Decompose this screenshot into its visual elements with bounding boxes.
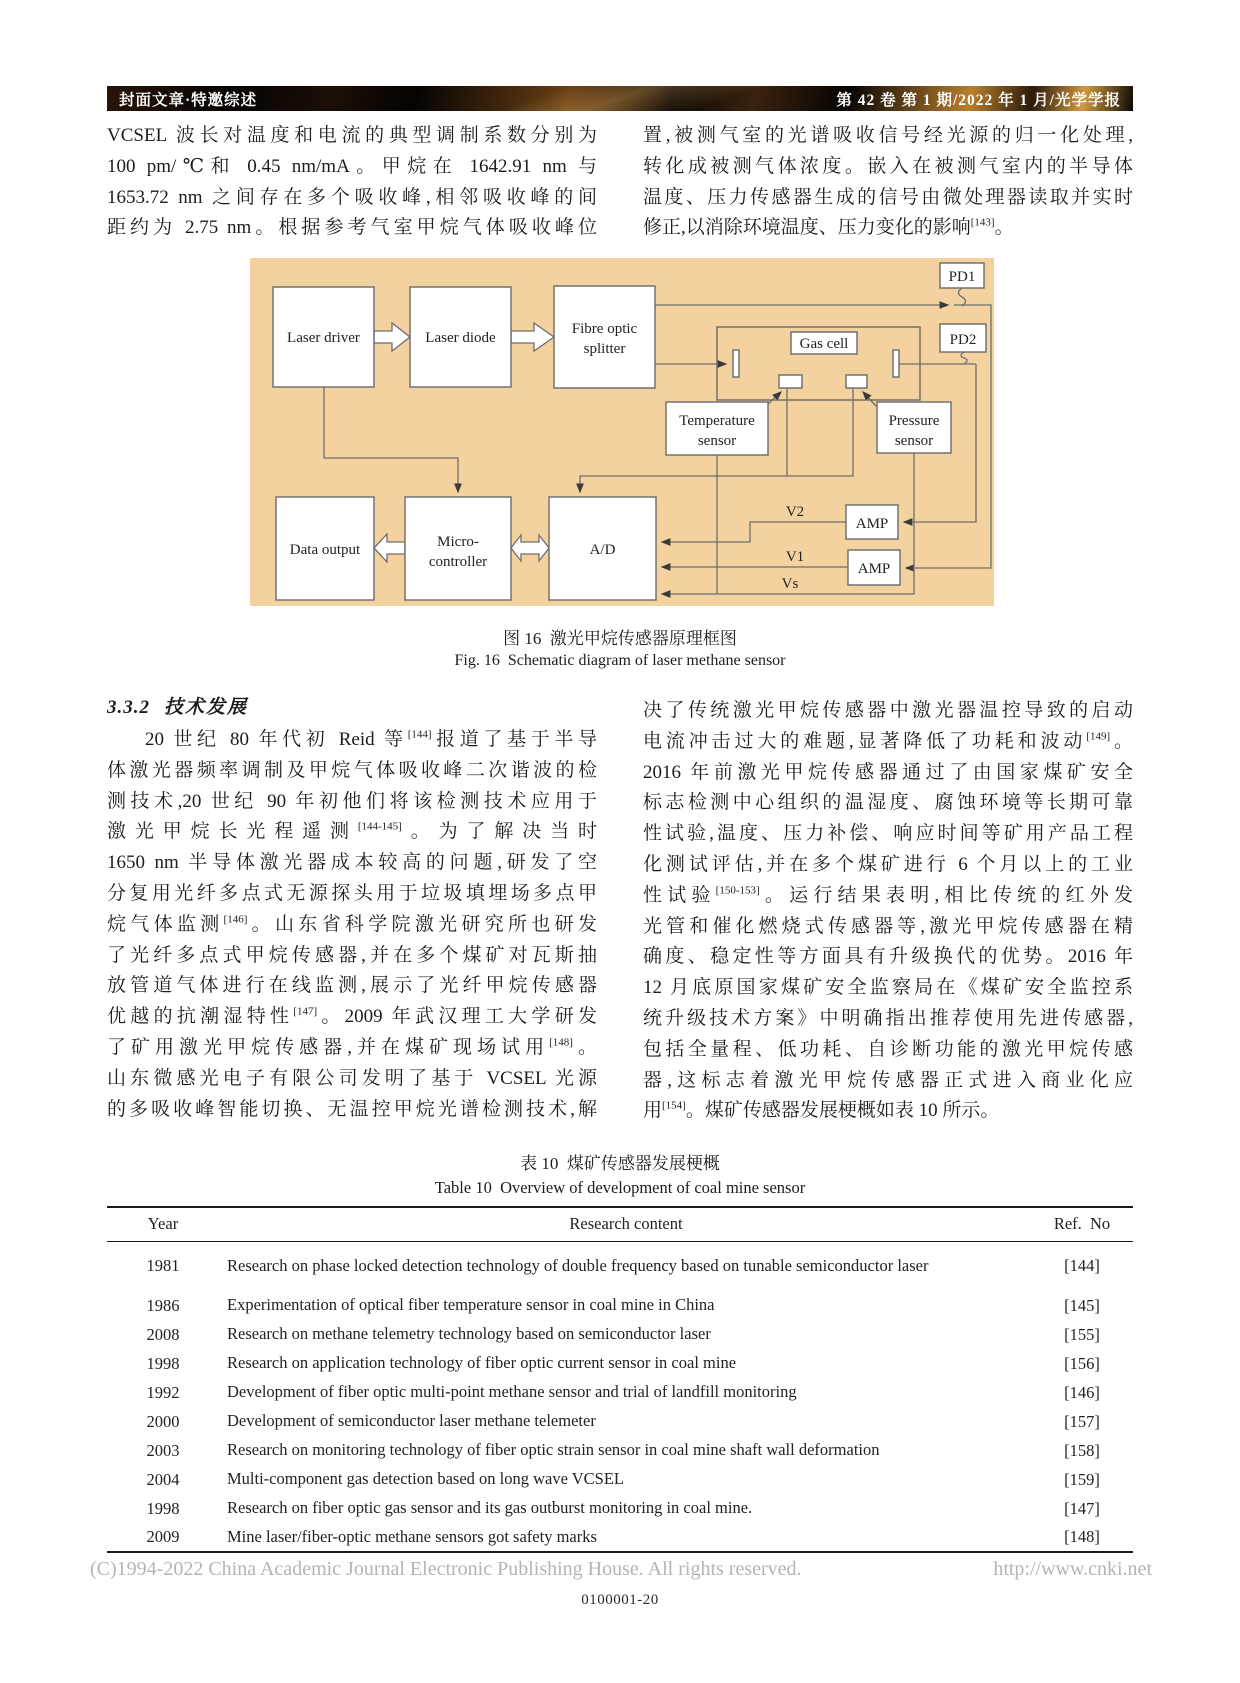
pressure-sensor-label-2: sensor bbox=[894, 433, 934, 449]
research-content-cell: Mine laser/fiber-optic methane sensors got safety marks bbox=[227, 1526, 597, 1546]
table-row bbox=[107, 1320, 1133, 1349]
research-content-cell: Development of fiber optic multi-point methane sensor and trial of landfill monitoring bbox=[227, 1382, 797, 1402]
year-cell: 2009 bbox=[146, 1527, 180, 1546]
table-row bbox=[107, 1241, 1133, 1291]
text-line: 分复用光纤多点式无源探头用于垃圾填埋场多点甲 bbox=[107, 882, 597, 904]
year-cell: 2004 bbox=[146, 1469, 180, 1489]
table-row bbox=[107, 1378, 1133, 1407]
microcontroller-label-2: controller bbox=[428, 554, 488, 570]
section-number: 3.3.2 bbox=[107, 697, 150, 718]
coal-mine-sensor-table bbox=[107, 1206, 1133, 1553]
research-content-cell: Research on methane telemetry technology based on semiconductor laser bbox=[227, 1324, 711, 1344]
text-line: 用[154]。煤矿传感器发展梗概如表 10 所示。 bbox=[643, 1100, 1000, 1122]
footer-url: http://www.cnki.net bbox=[993, 1558, 1152, 1580]
intro-left-column bbox=[107, 121, 597, 244]
text-line: 了矿用激光甲烷传感器,并在煤矿现场试用[148]。 bbox=[107, 1036, 597, 1058]
figure-caption-en: Fig. 16 Schematic diagram of laser methane sensor bbox=[454, 652, 786, 669]
table-row bbox=[107, 1523, 1133, 1552]
splitter-label-2: splitter bbox=[583, 341, 626, 357]
laser-driver-label: Laser driver bbox=[287, 330, 360, 346]
table-row bbox=[107, 1407, 1133, 1436]
text-line: 器,这标志着激光甲烷传感器正式进入商业化应 bbox=[643, 1069, 1133, 1091]
text-line: 激光甲烷长光程遥测[144-145]。为了解决当时 bbox=[107, 821, 597, 843]
gas-cell-window-right bbox=[893, 350, 899, 377]
ref-no-cell: [145] bbox=[1064, 1295, 1100, 1315]
table-header-row bbox=[107, 1207, 1133, 1241]
reference-superscript: [146] bbox=[223, 913, 248, 926]
text-line: 优越的抗潮湿特性[147]。2009 年武汉理工大学研发 bbox=[107, 1005, 597, 1028]
gas-cell-label: Gas cell bbox=[799, 336, 849, 352]
text-line: 12 月底原国家煤矿安全监察局在《煤矿安全监控系 bbox=[643, 977, 1133, 999]
body-right-column bbox=[643, 696, 1133, 1127]
column-header-content: Research content bbox=[219, 1207, 1031, 1241]
table-row bbox=[107, 1494, 1133, 1523]
ref-no-cell: [144] bbox=[1064, 1256, 1100, 1276]
research-content-cell: Research on monitoring technology of fiber optic strain sensor in coal mine shaft wall deformation bbox=[227, 1440, 880, 1460]
ad-converter-label: A/D bbox=[589, 542, 616, 558]
text-line: 确度、稳定性等方面具有升级换代的优势。2016 年 bbox=[643, 946, 1133, 968]
text-line: 统升级技术方案》中明确指出推荐使用先进传感器, bbox=[643, 1007, 1133, 1029]
pressure-probe-box bbox=[846, 375, 867, 388]
ref-no-cell: [159] bbox=[1064, 1469, 1100, 1489]
pressure-sensor-label-1: Pressure bbox=[888, 413, 940, 429]
text-line: 放管道气体进行在线监测,展示了光纤甲烷传感器 bbox=[107, 975, 597, 997]
table-row bbox=[107, 1465, 1133, 1494]
text-line: 1650 nm 半导体激光器成本较高的问题,研发了空 bbox=[107, 852, 597, 874]
reference-superscript: [148] bbox=[549, 1036, 573, 1049]
reference-superscript: [144] bbox=[407, 728, 432, 741]
text-line: 体激光器频率调制及甲烷气体吸收峰二次谐波的检 bbox=[107, 759, 597, 781]
research-content-cell: Multi-component gas detection based on long wave VCSEL bbox=[227, 1469, 624, 1489]
text-line: 的多吸收峰智能切换、无温控甲烷光谱检测技术,解 bbox=[107, 1098, 597, 1120]
signal-vs-label: Vs bbox=[781, 576, 799, 592]
header-article-type: 封面文章·特邀综述 bbox=[119, 91, 258, 109]
research-content-cell: Experimentation of optical fiber temperature sensor in coal mine in China bbox=[227, 1295, 715, 1315]
year-cell: 1992 bbox=[146, 1382, 180, 1402]
text-line: 转化成被测气体浓度。嵌入在被测气室内的半导体 bbox=[643, 155, 1133, 177]
text-line: 测技术,20 世纪 90 年初他们将该检测技术应用于 bbox=[107, 790, 597, 812]
text-line: 2016 年前激光甲烷传感器通过了由国家煤矿安全 bbox=[643, 761, 1133, 783]
amp2-label: AMP bbox=[857, 561, 891, 577]
text-line: VCSEL 波长对温度和电流的典型调制系数分别为 bbox=[107, 125, 597, 146]
splitter-label-1: Fibre optic bbox=[571, 321, 638, 337]
year-cell: 1986 bbox=[146, 1295, 180, 1315]
text-line: 山东微感光电子有限公司发明了基于 VCSEL 光源 bbox=[107, 1067, 597, 1089]
reference-superscript: [149] bbox=[1086, 730, 1111, 743]
text-line: 温度、压力传感器生成的信号由微处理器读取并实时 bbox=[643, 186, 1133, 208]
signal-v2-label: V2 bbox=[785, 504, 805, 520]
table-caption-zh: 表 10 煤矿传感器发展梗概 bbox=[520, 1154, 720, 1173]
text-line: 化测试评估,并在多个煤矿进行 6 个月以上的工业 bbox=[643, 853, 1133, 875]
text-line: 距约为 2.75 nm。根据参考气室甲烷气体吸收峰位 bbox=[107, 217, 597, 239]
year-cell: 1998 bbox=[146, 1353, 180, 1373]
reference-superscript: [144-145] bbox=[357, 821, 402, 834]
year-cell: 2003 bbox=[146, 1440, 180, 1460]
laser-diode-label: Laser diode bbox=[425, 330, 496, 346]
text-line: 性试验,温度、压力补偿、响应时间等矿用产品工程 bbox=[643, 823, 1133, 845]
header-journal-issue: 第 42 卷 第 1 期/2022 年 1 月/光学学报 bbox=[836, 91, 1121, 109]
footer-copyright: (C)1994-2022 China Academic Journal Electronic Publishing House. All rights reserved. bbox=[90, 1558, 802, 1580]
data-output-label: Data output bbox=[289, 542, 361, 558]
ref-no-cell: [156] bbox=[1064, 1353, 1100, 1373]
text-line: 修正,以消除环境温度、压力变化的影响[143]。 bbox=[643, 217, 1014, 239]
ref-no-cell: [158] bbox=[1064, 1440, 1100, 1460]
footer bbox=[90, 1558, 1152, 1581]
text-line: 20 世纪 80 年代初 Reid 等[144]报道了基于半导 bbox=[145, 728, 597, 750]
ref-no-cell: [157] bbox=[1064, 1411, 1100, 1431]
page-number: 0100001-20 bbox=[581, 1592, 659, 1608]
text-line: 置,被测气室的光谱吸收信号经光源的归一化处理, bbox=[643, 125, 1133, 146]
year-cell: 2000 bbox=[146, 1411, 180, 1431]
temperature-sensor-label-2: sensor bbox=[697, 433, 737, 449]
ref-no-cell: [148] bbox=[1064, 1527, 1100, 1546]
text-line: 光管和催化燃烧式传感器等,激光甲烷传感器在精 bbox=[643, 915, 1133, 937]
amp1-label: AMP bbox=[855, 516, 889, 532]
year-cell: 2008 bbox=[146, 1324, 180, 1344]
body-left-column bbox=[107, 725, 597, 1125]
text-line: 决了传统激光甲烷传感器中激光器温控导致的启动 bbox=[643, 700, 1133, 721]
year-cell: 1981 bbox=[146, 1256, 180, 1276]
intro-right-column bbox=[643, 121, 1133, 244]
microcontroller-label-1: Micro- bbox=[437, 534, 479, 550]
research-content-cell: Development of semiconductor laser methane telemeter bbox=[227, 1411, 596, 1431]
text-line: 包括全量程、低功耗、自诊断功能的激光甲烷传感 bbox=[643, 1038, 1133, 1060]
pd2-label: PD2 bbox=[949, 332, 977, 348]
text-line: 性试验[150-153]。运行结果表明,相比传统的红外发 bbox=[643, 884, 1133, 906]
text-line: 标志检测中心组织的温湿度、腐蚀环境等长期可靠 bbox=[643, 792, 1133, 814]
research-content-cell: Research on application technology of fiber optic current sensor in coal mine bbox=[227, 1353, 737, 1373]
signal-v1-label: V1 bbox=[785, 549, 805, 565]
ref-no-cell: [147] bbox=[1064, 1498, 1100, 1518]
gas-cell-window-left bbox=[733, 350, 739, 377]
reference-superscript: [143] bbox=[970, 217, 995, 230]
research-content-cell: Research on phase locked detection technology of double frequency based on tunable semiconductor laser bbox=[227, 1255, 929, 1275]
research-content-cell: Research on fiber optic gas sensor and its gas outburst monitoring in coal mine. bbox=[227, 1498, 753, 1518]
section-title: 技术发展 bbox=[164, 697, 249, 718]
ref-no-cell: [155] bbox=[1064, 1324, 1100, 1344]
reference-superscript: [154] bbox=[662, 1100, 686, 1113]
table-caption-en: Table 10 Overview of development of coal mine sensor bbox=[434, 1178, 806, 1197]
temperature-probe-box bbox=[779, 375, 802, 388]
reference-superscript: [147] bbox=[293, 1005, 318, 1018]
table-row bbox=[107, 1349, 1133, 1378]
figure-16-schematic bbox=[250, 258, 994, 606]
text-line: 1653.72 nm 之间存在多个吸收峰,相邻吸收峰的间 bbox=[107, 186, 597, 208]
column-header-year: Year bbox=[107, 1207, 219, 1241]
reference-superscript: [150-153] bbox=[715, 884, 760, 897]
ref-no-cell: [146] bbox=[1064, 1382, 1100, 1402]
journal-header-band bbox=[107, 86, 1133, 111]
table-10 bbox=[107, 1206, 1133, 1553]
text-line: 100 pm/℃和 0.45 nm/mA。甲烷在 1642.91 nm 与 bbox=[107, 155, 597, 177]
text-line: 烷气体监测[146]。山东省科学院激光研究所也研发 bbox=[107, 913, 597, 935]
temperature-sensor-label-1: Temperature bbox=[679, 413, 755, 429]
text-line: 了光纤多点式甲烷传感器,并在多个煤矿对瓦斯抽 bbox=[107, 944, 597, 966]
table-row bbox=[107, 1291, 1133, 1320]
year-cell: 1998 bbox=[146, 1498, 180, 1518]
text-line: 电流冲击过大的难题,显著降低了功耗和波动[149]。 bbox=[643, 730, 1133, 752]
pd1-label: PD1 bbox=[948, 269, 976, 285]
section-heading bbox=[107, 692, 248, 719]
figure-caption-zh: 图 16 激光甲烷传感器原理框图 bbox=[503, 629, 737, 648]
fibre-optic-splitter-box bbox=[554, 286, 655, 388]
table-row bbox=[107, 1436, 1133, 1465]
column-header-ref: Ref. No bbox=[1031, 1207, 1133, 1241]
